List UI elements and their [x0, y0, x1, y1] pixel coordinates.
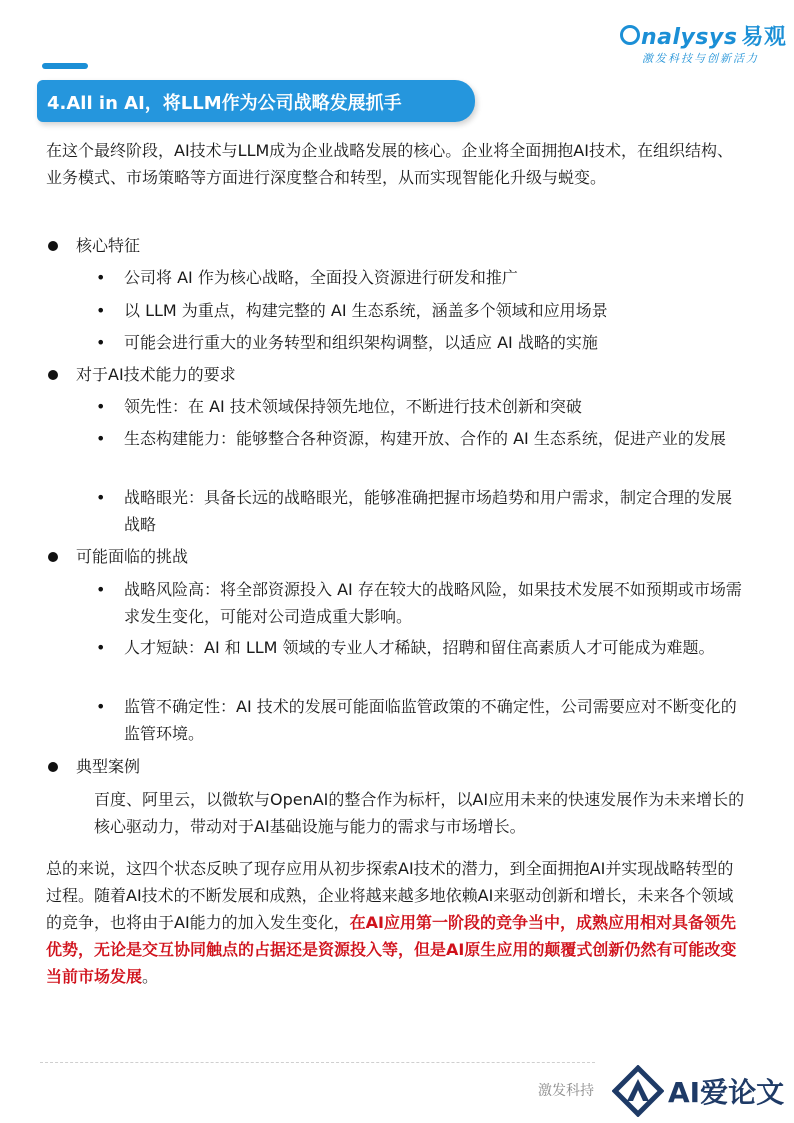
bullet-dot-icon [48, 241, 58, 251]
group-title-core-features: 核心特征 [76, 236, 141, 255]
logo-wordmark [620, 20, 786, 51]
list-item: 以 LLM 为重点，构建完整的 AI 生态系统，涵盖多个领域和应用场景 [124, 301, 608, 320]
logo-english: nalysys [641, 25, 738, 50]
list-item: 战略风险高：将全部资源投入 AI 存在较大的战略风险，如果技术发展不如预期或市场需求发生变化，可能对公司造成重大影响。 [124, 580, 742, 626]
sub-bullet-icon: • [96, 397, 106, 416]
watermark-text: AI爱论文 [668, 1076, 785, 1109]
sub-bullet-icon: • [96, 268, 106, 287]
intro-paragraph: 在这个最终阶段，AI技术与LLM成为企业战略发展的核心。企业将全面拥抱AI技术，在组织结构、业务模式、市场策略等方面进行深度整合和转型，从而实现智能化升级与蜕变。 [46, 141, 733, 187]
sub-bullet-icon: • [96, 429, 106, 448]
list-item: 战略眼光：具备长远的战略眼光，能够准确把握市场趋势和用户需求，制定合理的发展战略 [124, 488, 733, 534]
sub-bullet-icon: • [96, 301, 106, 320]
logo-circle-a-icon [620, 25, 640, 45]
sub-bullet-icon: • [96, 580, 106, 599]
list-item: 生态构建能力：能够整合各种资源，构建开放、合作的 AI 生态系统，促进产业的发展 [124, 429, 726, 448]
footer-text: 激发科持 [538, 1083, 594, 1099]
bullet-dot-icon [48, 370, 58, 380]
sub-bullet-icon: • [96, 638, 106, 657]
sub-bullet-icon: • [96, 697, 106, 716]
group-title-challenges: 可能面临的挑战 [76, 547, 189, 566]
group-title-requirements: 对于AI技术能力的要求 [76, 365, 236, 384]
summary-highlight: 在AI应用第一阶段的竞争当中，成熟应用相对具备领先优势，无论是交互协同触点的占据还是资源投入等，但是AI原生应用的颠覆式创新仍然有可能改变当前市场发展 [46, 913, 737, 986]
section-title: 4.All in AI，将LLM作为公司战略发展抓手 [47, 93, 402, 114]
logo-tagline: 激发科技与创新活力 [642, 52, 759, 65]
list-item: 领先性：在 AI 技术领域保持领先地位，不断进行技术创新和突破 [124, 397, 582, 416]
logo-chinese: 易观 [741, 25, 787, 50]
group-title-case-study: 典型案例 [76, 757, 141, 776]
accent-bar [42, 63, 88, 69]
sub-bullet-icon: • [96, 333, 106, 352]
footer-divider [40, 1062, 595, 1063]
brand-logo [620, 20, 787, 68]
list-item: 公司将 AI 作为核心战略，全面投入资源进行研发和推广 [124, 268, 518, 287]
bullet-dot-icon [48, 552, 58, 562]
bullet-dot-icon [48, 762, 58, 772]
list-item: 监管不确定性：AI 技术的发展可能面临监管政策的不确定性，公司需要应对不断变化的监管环境。 [124, 697, 737, 743]
summary-text: 总的来说，这四个状态反映了现存应用从初步探索AI技术的潜力，到全面拥抱AI并实现战略转型的过程。随着AI技术的不断发展和成熟，企业将越来越多地依赖AI来驱动创新和增长，未来各个领域的竞争，也将由于AI能力的加入发生变化， [46, 859, 734, 932]
case-study-text: 百度、阿里云，以微软与OpenAI的整合作为标杆，以AI应用未来的快速发展作为未来增长的核心驱动力，带动对于AI基础设施与能力的需求与市场增长。 [94, 790, 745, 836]
watermark [612, 1063, 785, 1118]
summary-paragraph [46, 855, 746, 990]
section-header [37, 80, 475, 122]
list-item: 可能会进行重大的业务转型和组织架构调整，以适应 AI 战略的实施 [124, 333, 598, 352]
sub-bullet-icon: • [96, 488, 106, 507]
list-item: 人才短缺：AI 和 LLM 领域的专业人才稀缺，招聘和留住高素质人才可能成为难题。 [124, 638, 715, 657]
summary-end: 。 [142, 967, 159, 986]
watermark-logo-icon [612, 1065, 664, 1117]
